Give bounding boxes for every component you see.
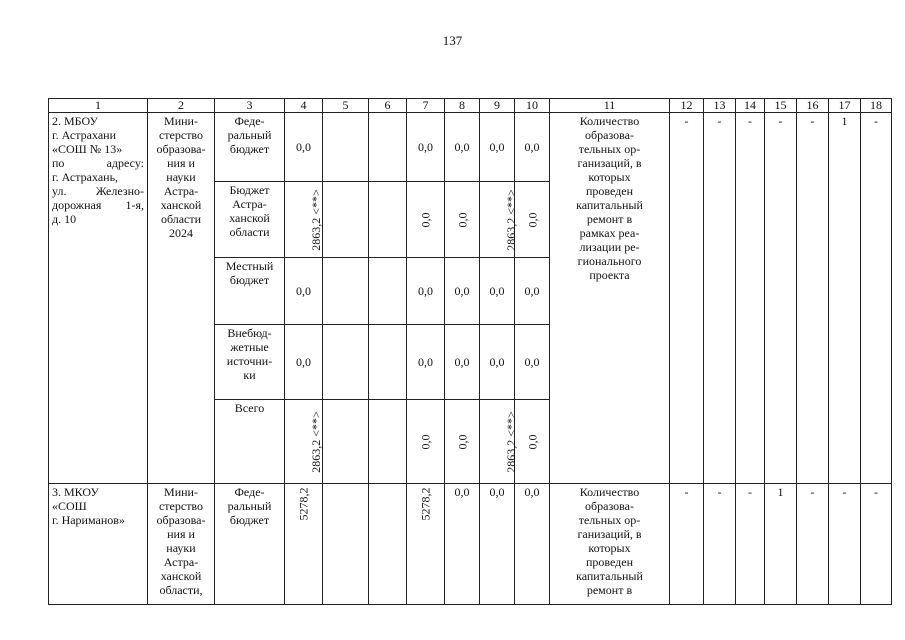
value-cell	[445, 182, 480, 258]
value-text: 0,0	[418, 212, 433, 227]
result-cell: -	[670, 113, 704, 484]
indicator-line: Количество	[579, 485, 640, 499]
col-header: 6	[369, 99, 407, 113]
value-cell	[407, 484, 445, 605]
value-text: 2863,2 <**>	[503, 410, 518, 473]
value-text: 2863,2 <**>	[503, 188, 518, 251]
object-line: «СОШ № 13»	[52, 142, 123, 156]
value-wrap	[407, 484, 444, 524]
object-line: г. Нариманов»	[52, 513, 125, 527]
indicator-line: ганизаций, в	[577, 527, 642, 541]
col-header: 15	[765, 99, 797, 113]
value-cell	[323, 400, 369, 484]
value-cell	[285, 400, 323, 484]
page-number: 137	[442, 33, 463, 48]
value-cell: 0,0	[407, 325, 445, 400]
value-text: 2863,2 <**>	[308, 410, 323, 473]
value-cell: 0,0	[285, 258, 323, 325]
value-cell	[480, 400, 518, 484]
source-line: бюджет	[229, 513, 270, 527]
indicator-line: проекта	[589, 268, 630, 282]
value-cell	[515, 400, 550, 484]
result-cell: -	[797, 484, 829, 605]
source-line: области	[229, 225, 270, 239]
result-cell: -	[670, 484, 704, 605]
value-cell: 0,0	[445, 484, 480, 605]
value-cell	[369, 400, 407, 484]
indicator-line: образова-	[585, 128, 634, 142]
value-cell: 0,0	[445, 113, 480, 182]
value-cell: 0,0	[515, 113, 550, 182]
column-number-row	[49, 99, 892, 113]
source-line: Феде-	[234, 485, 265, 499]
object-line: по адресу:	[52, 156, 144, 170]
source-line: Феде-	[234, 114, 265, 128]
source-line: жетные	[230, 340, 269, 354]
col-header: 1	[49, 99, 148, 113]
ministry-line: образова-	[156, 142, 206, 156]
value-text: 2863,2 <**>	[308, 188, 323, 251]
value-text: 5278,2	[296, 487, 311, 521]
indicator-line: ремонт в	[586, 212, 633, 226]
value-text: 0,0	[455, 212, 469, 227]
ministry-line: области	[160, 212, 202, 226]
result-cell: 1	[829, 113, 861, 484]
ministry-line: Астра-	[163, 555, 199, 569]
ministry-line: стерство	[158, 128, 204, 142]
ministry-line: ханской	[160, 569, 202, 583]
value-cell	[323, 258, 369, 325]
col-header: 12	[670, 99, 704, 113]
ministry-line: науки	[166, 541, 196, 555]
ministry-cell	[148, 484, 215, 605]
value-cell	[323, 182, 369, 258]
value-cell	[285, 484, 323, 605]
col-header: 7	[407, 99, 445, 113]
value-text: 0,0	[418, 434, 433, 449]
ministry-line: Мини-	[164, 485, 198, 499]
value-cell	[369, 113, 407, 182]
source-line: Бюджет	[229, 183, 270, 197]
value-cell	[480, 182, 518, 258]
indicator-line: проведен	[585, 184, 634, 198]
object-line: ул. Железно-	[52, 184, 144, 198]
col-header: 4	[285, 99, 323, 113]
source-line: Внебюд-	[227, 326, 272, 340]
result-cell: -	[797, 113, 829, 484]
indicator-line: капитальный	[576, 198, 643, 212]
value-wrap	[285, 484, 322, 524]
value-cell	[407, 182, 445, 258]
indicator-line: гионального	[577, 254, 642, 268]
value-cell: 0,0	[480, 484, 515, 605]
value-text: 5278,2	[418, 487, 433, 521]
value-cell: 0,0	[285, 113, 323, 182]
source-line: ханской	[229, 211, 270, 225]
indicator-cell	[550, 113, 670, 484]
object-cell	[49, 484, 148, 605]
funding-source-cell	[215, 182, 285, 258]
col-header: 17	[829, 99, 861, 113]
object-line: г. Астрахани	[52, 128, 116, 142]
source-line: ральный	[227, 499, 272, 513]
indicator-line: тельных ор-	[578, 513, 641, 527]
indicator-line: капитальный	[576, 569, 643, 583]
source-line: бюджет	[229, 142, 270, 156]
indicator-line: проведен	[585, 555, 634, 569]
source-line: источни-	[226, 354, 273, 368]
source-line: ральный	[227, 128, 272, 142]
value-cell	[369, 325, 407, 400]
indicator-line: ганизаций, в	[577, 156, 642, 170]
source-line: ки	[243, 368, 256, 382]
col-header: 5	[323, 99, 369, 113]
ministry-line: области,	[159, 583, 203, 597]
value-cell: 0,0	[480, 113, 515, 182]
col-header: 18	[861, 99, 892, 113]
funding-source-cell	[215, 484, 285, 605]
col-header: 10	[515, 99, 550, 113]
col-header: 14	[736, 99, 765, 113]
result-cell: -	[736, 484, 765, 605]
indicator-cell	[550, 484, 670, 605]
value-cell: 0,0	[445, 258, 480, 325]
value-cell: 0,0	[515, 325, 550, 400]
indicator-line: образова-	[585, 499, 634, 513]
funding-source-cell	[215, 325, 285, 400]
value-cell	[445, 400, 480, 484]
col-header: 3	[215, 99, 285, 113]
indicator-line: рамках реа-	[579, 226, 640, 240]
value-text: 0,0	[455, 434, 469, 449]
value-cell: 0,0	[445, 325, 480, 400]
object-cell	[49, 113, 148, 484]
object-line: г. Астрахань,	[52, 170, 119, 184]
value-cell: 0,0	[285, 325, 323, 400]
indicator-line: которых	[588, 541, 631, 555]
ministry-line: Астра-	[163, 184, 199, 198]
col-header: 2	[148, 99, 215, 113]
object-line: «СОШ	[52, 499, 87, 513]
col-header: 13	[704, 99, 736, 113]
col-header: 16	[797, 99, 829, 113]
object-line: дорожная 1-я,	[52, 198, 144, 212]
result-cell: -	[861, 113, 892, 484]
value-cell	[407, 400, 445, 484]
col-header: 11	[550, 99, 670, 113]
ministry-line: науки	[166, 170, 196, 184]
ministry-line: ния и	[167, 527, 195, 541]
indicator-line: которых	[588, 170, 631, 184]
ministry-line: ханской	[160, 198, 202, 212]
object-line: д. 10	[52, 212, 77, 226]
value-cell	[285, 182, 323, 258]
value-text: 0,0	[525, 434, 539, 449]
result-cell: -	[861, 484, 892, 605]
value-text: 0,0	[525, 212, 539, 227]
funding-source-cell	[215, 113, 285, 182]
ministry-cell	[148, 113, 215, 484]
value-cell: 0,0	[480, 258, 515, 325]
col-header: 9	[480, 99, 515, 113]
source-line: Всего	[234, 401, 265, 415]
col-header: 8	[445, 99, 480, 113]
table-row	[49, 484, 892, 605]
funding-source-cell	[215, 258, 285, 325]
ministry-line: стерство	[158, 499, 204, 513]
value-cell	[323, 325, 369, 400]
value-cell: 0,0	[515, 258, 550, 325]
value-cell: 0,0	[480, 325, 515, 400]
indicator-line: Количество	[579, 114, 640, 128]
ministry-line: Мини-	[164, 114, 198, 128]
ministry-line: ния и	[167, 156, 195, 170]
result-cell: -	[765, 113, 797, 484]
result-cell: 1	[765, 484, 797, 605]
value-cell: 0,0	[407, 113, 445, 182]
ministry-line: 2024	[169, 226, 193, 240]
object-line: 3. МКОУ	[52, 485, 99, 499]
result-cell: -	[704, 113, 736, 484]
indicator-line: лизации ре-	[579, 240, 640, 254]
object-line: 2. МБОУ	[52, 114, 98, 128]
result-cell: -	[704, 484, 736, 605]
source-line: Астра-	[232, 197, 267, 211]
value-cell	[369, 258, 407, 325]
ministry-line: образова-	[156, 513, 206, 527]
budget-table	[48, 98, 892, 605]
funding-source-cell	[215, 400, 285, 484]
source-line: бюджет	[229, 273, 270, 287]
result-cell: -	[829, 484, 861, 605]
source-line: Местный	[225, 259, 274, 273]
indicator-line: тельных ор-	[578, 142, 641, 156]
value-cell	[369, 182, 407, 258]
indicator-line: ремонт в	[586, 583, 633, 597]
table-row	[49, 113, 892, 182]
value-cell: 0,0	[407, 258, 445, 325]
value-cell	[369, 484, 407, 605]
result-cell: -	[736, 113, 765, 484]
value-cell	[323, 113, 369, 182]
value-cell	[515, 182, 550, 258]
value-cell	[323, 484, 369, 605]
value-cell: 0,0	[515, 484, 550, 605]
